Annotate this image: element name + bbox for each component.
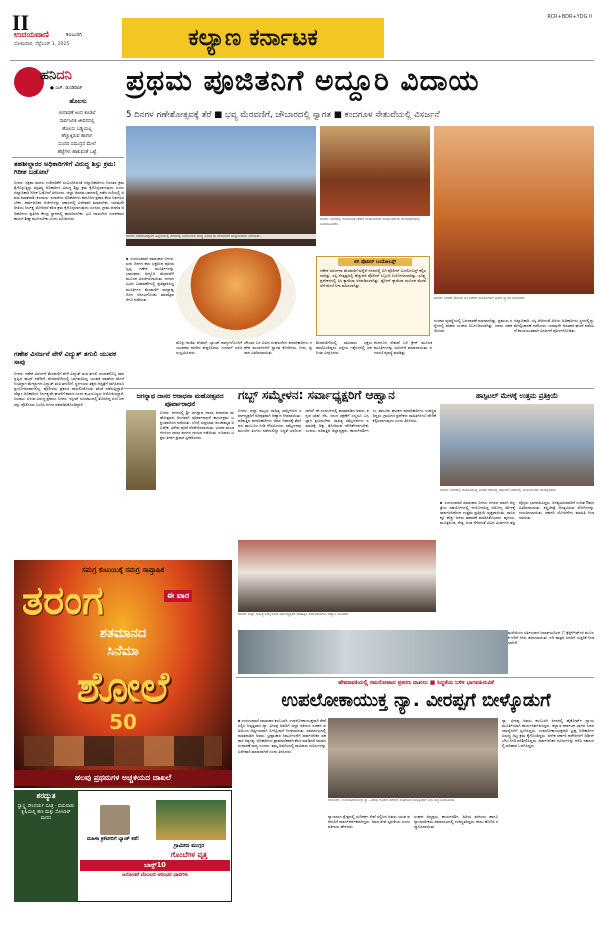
story-column: ಮೆರವಣಿಗೆಯಲ್ಲಿ ಸಾವಿರಾರು ಭಕ್ತರು ಪಾಲ್ಗೊಂಡಿದ್ದರು. ರಸ್ತೆಯ ಇಕ್ಕೆಲಗಳಲ್ಲಿ ಜನ ನಿಂತು ವೀಕ್ಷಿಸಿದರು. — [316, 340, 372, 356]
divider — [12, 157, 124, 158]
issue-date: ಸೋಮವಾರ, ಸೆಪ್ಟೆಂಬರ್ 1, 2025 — [14, 42, 70, 47]
hani-poem-heading: ಹೊಲಸು — [69, 98, 87, 105]
photo-caption: ಬೀದರ: ನಗರದಲ್ಲಿ ಸಾರ್ವಜನಿಕ ಗಣೇಶ ಮಹಾಮಂಡಳಿ ಕಾರ್ಯಕರ್ತರು ಮೆರವಣಿಗೆಯಲ್ಲಿ ಭಾಗವಹಿಸಿದರು. — [320, 217, 420, 226]
story-column: ಚೌಬಾರ ಬಳಿ ವಿವಿಧ ಸಂಘಟನೆಗಳ ಪದಾಧಿಕಾರಿಗಳು ಗಣೇಶ ಮಂಡಳಿಗಳಿಗೆ ಸ್ವಾಗತ ಕೋರಿದರು. ನೀರು, ಪ್ರಸಾದ ವಿತರಿಸಲಾಯಿತು. — [244, 340, 312, 356]
masthead-divider — [10, 60, 594, 61]
story-kicker: ಹೇಮಾವತಿಯಲ್ಲಿ ಸಮರೋಪಾದ ಪ್ರಕರಣ ದಾಖಲು ■ ಸಿದ್ಧತೆಯ ಬಳಿಕ ಭಾಗವಹಿಸುವಿಕೆ — [338, 680, 494, 686]
info-box-body: ಗಣೇಶ ವಿಸರ್ಜನಾ ಮೆರವಣಿಗೆ ಹಿನ್ನೆಲೆ ನಗರದಲ್ಲಿ ಬಿಗಿ ಪೊಲೀಸ್ ಬಂದೋಬಸ್ತ್ ಕಲ್ಪಿಸಲಾಗಿತ್ತು. ಎಸ್ಪಿ ನೇತೃತ್ವದಲ್ಲಿ ಹೆಚ್ಚುವರಿ ಪೊಲೀಸ್ ಸಿಬ್ಬಂದಿ ನಿಯೋಜಿಸಲಾಗಿತ್ತು. ಸೂಕ್ಷ್ಮ ಪ್ರದೇಶಗಳಲ್ಲಿ ಸಿಸಿ ಕ್ಯಾಮೆರಾ ಅಳವಡಿಸಲಾಗಿತ್ತು. ಡ್ರೋನ್ ಕ್ಯಾಮೆರಾ ಮೂಲಕ ಮೆರವಣಿಗೆ ಮೇಲೆ ನಿಗಾ ವಹಿಸಲಾಗಿತ್ತು. — [320, 268, 426, 289]
magazine-price: ಬಾಕ್ಸ್‌10 — [80, 860, 230, 871]
taranga-advertisement[interactable] — [14, 560, 232, 788]
paper-name: ಉದಯವಾಣಿ — [14, 30, 49, 39]
dam-caption-box: ಮಳೆಯಿಂದ ಭರ್ತಿಯಾದ ಜಲಾಶಯದಿಂದ 17 ಕ್ರೆಸ್ಟ್‌ಗೇಟ್‌ಗಳ ಮೂಲಕ ನದಿಗೆ ನೀರು ಹರಿಸಲಾಯಿತು. ನದಿ ಪಾತ್ರದ ಜನರಿಗೆ ಎಚ್ಚರಿಕೆ ನೀಡಲಾಗಿದೆ. — [508, 630, 594, 646]
story-column: ■ ಉದಯವಾಣಿ ಸಮಾಚಾರ ಬೀದರ: ಐದು ದಿನಗಳ ಕಾಲ ಭಕ್ತರಿಂದ ಪೂಜಿಸಲ್ಪಟ್ಟ ಗಣೇಶ ಮೂರ್ತಿಗಳನ್ನು ಭಾನುವಾರ ಅದ್ದೂರಿ ಮೆರವಣಿಗೆ ಮೂಲಕ ವಿಸರ್ಜಿಸಲಾಯಿತು. ನಗರದ ವಿವಿಧ ಬಡಾವಣೆಗಳಲ್ಲಿ ಪ್ರತಿಷ್ಠಾಪಿಸಿದ್ದ ಮೂರ್ತಿಗಳ ಮೆರವಣಿಗೆ ಮಧ್ಯಾಹ್ನದಿಂದ ಆರಂಭಗೊಂಡು ತಡರಾತ್ರಿವರೆಗೂ ನಡೆಯಿತು. — [126, 256, 174, 302]
ad-kicker: ಸಮಗ್ರ ಕುಟುಂಬಕ್ಕೆ ಸಮಗ್ರ ಸಾಪ್ತಾಹಿಕ — [81, 566, 165, 574]
ad-anniversary-number: 50 — [109, 710, 137, 734]
hani-dani-title — [40, 68, 72, 83]
story-headline[interactable]: ಉಪಲೋಕಾಯುಕ್ತ ನ್ಯಾ. ವೀರಪ್ಪಗೆ ಬೀಳ್ಕೊಡುಗೆ — [281, 690, 551, 711]
magazine-tagline: ಆಲೋಚನೆ ಬೆಂಬಲದ ಆರಂಭದ ಭಾವಗಳು — [121, 873, 189, 878]
story-headline[interactable]: ತಹಶೀಲ್ದಾರರ ಅಧಿಕಾರಿಗಳಿಗೆ ವಿರುದ್ಧ ಶಿಸ್ತು ಕ್ರಮ: ಗಿರೀಶ ಬಡೋಲೆ — [14, 160, 116, 176]
edition-city: ಕಲಬುರಗಿ — [66, 32, 82, 38]
story-body: ಬೀದರ: ಗಣೇಶ ವಿಸರ್ಜನೆ ಮೆರವಣಿಗೆ ವೇಳೆ ವಿದ್ಯುತ್ ತಂತಿ ತಗುಲಿ ಯುವಕನೊಬ್ಬ ಸಾವನ್ನಪ್ಪಿದ ಘಟನೆ ನಡೆದಿದೆ. ಮೆರವಣಿಗೆಯಲ್ಲಿ ಭಾಗವಹಿಸಿದ್ದ ಯುವಕ ವಾಹನದ ಮೇಲೆ ನಿಂತಿದ್ದಾಗ ಮೇಲ್ಭಾಗದ ವಿದ್ಯುತ್ ತಂತಿ ತಗುಲಿದೆ. ಸ್ಥಳೀಯರು ತಕ್ಷಣ ಆಸ್ಪತ್ರೆಗೆ ಸಾಗಿಸಿದರೂ ಪ್ರಯೋಜನವಾಗಲಿಲ್ಲ. ಪೊಲೀಸರು ಪ್ರಕರಣ ದಾಖಲಿಸಿಕೊಂಡು ತನಿಖೆ ನಡೆಸುತ್ತಿದ್ದಾರೆ. ಜೆಸ್ಕಾಂ ಅಧಿಕಾರಿಗಳ ನಿರ್ಲಕ್ಷ್ಯವೇ ಘಟನೆಗೆ ಕಾರಣ ಎಂದು ಕುಟುಂಬಸ್ಥರು ಆರೋಪಿಸಿದ್ದಾರೆ. ಜುಜಾಟ: ಏಳುವ ವಿರುದ್ಧ ಪ್ರಕರಣ. ಬೀದರ: ಇಸ್ಪೀಟ್ ಜೂಜಾಟದಲ್ಲಿ ತೊಡಗಿದ್ದ ಏಳು ಜನರನ್ನು ಪೊಲೀಸರು ಬಂಧಿಸಿ ನಗದು ವಶಪಡಿಸಿಕೊಂಡಿದ್ದಾರೆ. — [14, 371, 124, 407]
page-number: II — [12, 10, 30, 35]
devotees-photo — [320, 126, 430, 216]
jagannath-dasa-photo — [126, 410, 156, 490]
idol-cutout-photo — [176, 248, 296, 340]
poem-line: ಚುನಾವಣೆ ಅಂದ ಕೂಡಲೆ — [58, 111, 96, 116]
section-title-banner — [122, 18, 384, 58]
story-column: ಡೊಳ್ಳು ಕುಣಿತ, ಲೆಜಿಮ್, ಬ್ಯಾಂಡ್ ವಾದ್ಯಗಳೊಂದಿಗೆ ಯುವಕರು ಕುಣಿದು ಕುಪ್ಪಳಿಸಿದರು. ಗುಲಾಲ್ ಎರಚಿ ಸಂಭ್ರಮಿಸಿದರು. — [176, 340, 242, 356]
procession-photo — [126, 126, 316, 246]
poem-line: ಸಾರ್ವಜನಿಕ ಜೀವನದಲ್ಲಿ — [59, 118, 95, 124]
photo-caption: ಬೀದರ: ಜಿಲ್ಲಾ ಸಾಹಿತ್ಯ ಸಮ್ಮೇಳನದ ಸರ್ವಾಧ್ಯಕ್ಷರಿಗೆ ಪರಿಷತ್ತಿನ ಪದಾಧಿಕಾರಿಗಳು ಆಹ್ವಾನ ನೀಡಿದರು. — [238, 612, 350, 616]
poem-line: ಹೊಲಸು ಬಡ್ಡಿಯಲ್ಲ — [62, 126, 92, 132]
photo-caption: ಬೀದರ: ನಗರದ ಚೌಬಾರ ಬಳಿ ಗಣೇಶ ಮೂರ್ತಿಗಳಿಗೆ ಭಕ್ತರು ಸ್ವಾಗತ ಕೋರಿದರು. — [434, 296, 526, 300]
ad-brand-logo: ತರಂಗ — [22, 578, 104, 624]
ad-line: ಶತಮಾನದ — [99, 626, 147, 641]
hani-title-a: ಹನಿ — [40, 68, 57, 83]
divider — [236, 677, 594, 678]
story-body: ಬೀದರ: ನಗರದಲ್ಲಿ ಶ್ರೀ ಜಗನ್ನಾಥ ದಾಸರ ಆರಾಧನಾ ಮಹೋತ್ಸವದ ಅಂಗವಾಗಿ ಪೂರ್ವಾರಾಧನೆ ಕಾರ್ಯಕ್ರಮ ಭಕ್ತಿಭಾವದಿಂದ ನಡೆಯಿತು. ಬೆಳಗ್ಗೆ ಸುಪ್ರಭಾತ, ಪಂಚಾಮೃತ ಅಭಿಷೇಕ, ವಿಶೇಷ ಪೂಜೆ ನೆರವೇರಿಸಲಾಯಿತು. ಭಜನಾ ಮಂಡಳಿಗಳಿಂದ ದಾಸರ ಪದಗಳ ಗಾಯನ ನಡೆಯಿತು. ನೂರಾರು ಭಕ್ತರು ತೀರ್ಥ ಪ್ರಸಾದ ಸ್ವೀಕರಿಸಿದರು. — [160, 410, 234, 441]
magazine-topic: ಮಹಿಳಾ ಕ್ರಿಕೆಟಿಗರಿಗೆ ಬ್ಯಾಂಕ್ ಕಡೆ! — [86, 837, 140, 842]
story-body: ■ ಉದಯವಾಣಿ ಸಮಾಚಾರ ಬೀದರ: ನಗರದ ಖಾಸಗಿ ಆಸ್ಪತ್ರೆಯ ಸಹಯೋಗದಲ್ಲಿ ಆಯೋಜಿಸಿದ್ದ ಆರೋಗ್ಯ ಮೇಳಕ್ಕೆ ಸಾರ್ವಜನಿಕರಿಂದ ಉತ್ತಮ ಪ್ರತಿಕ್ರಿಯೆ ವ್ಯಕ್ತವಾಯಿತು. ಸಾವಿರಕ್ಕೂ ಹೆಚ್ಚು ಜನರು ತಪಾಸಣೆ ಮಾಡಿಸಿಕೊಂಡರು. ಹೃದಯ, ಮೂತ್ರಪಿಂಡ, ನೇತ್ರ, ದಂತ ಸೇರಿದಂತೆ ವಿವಿಧ ವಿಭಾಗಗಳ ತಜ್ಞ ವೈದ್ಯರು ಭಾಗವಹಿಸಿದ್ದರು. ಅಗತ್ಯವಿರುವವರಿಗೆ ಉಚಿತ ಔಷಧ ವಿತರಿಸಲಾಯಿತು. ಶಸ್ತ್ರಚಿಕಿತ್ಸೆ ಅಗತ್ಯವಿರುವ ರೋಗಿಗಳನ್ನು ಗುರುತಿಸಲಾಯಿತು. ಸರ್ಕಾರಿ ಯೋಜನೆಗಳ ಮಾಹಿತಿ ನೀಡಲಾಯಿತು. — [440, 500, 594, 526]
ad-actors-image — [24, 736, 222, 766]
hani-title-b: ದನಿ — [56, 68, 72, 83]
ad-line: ಸಿನೆಮಾ — [107, 644, 139, 659]
story-column: ಕಂದಗೂಳ ಸೇತುವೆ ಬಳಿ ಕ್ರೇನ್ ಮೂಲಕ ಮೂರ್ತಿಗಳನ್ನು ವಿಸರ್ಜನೆ ಮಾಡಲಾಯಿತು. ನಗರಸಭೆ ವ್ಯವಸ್ಥೆ ಮಾಡಿತ್ತು. — [374, 340, 432, 356]
section-title: ಕಲ್ಯಾಣ ಕರ್ನಾಟಕ — [188, 25, 318, 51]
ad-brand-tag: ಈ ವಾರ — [164, 590, 192, 602]
puppets-thumbnail — [156, 800, 226, 840]
ad-ribbon: ಹಲವು ಪ್ರಥಮಗಳ ಅಚ್ಚಳಿಯದ ದಾಖಲೆ — [14, 770, 232, 786]
lead-headline[interactable]: ಪ್ರಥಮ ಪೂಜಿತನಿಗೆ ಅದ್ದೂರಿ ವಿದಾಯ — [126, 64, 480, 97]
dam-water-photo — [238, 630, 508, 674]
hani-author: ● ಎಚ್. ಡುಂಡಿರಾಜ್ — [50, 86, 83, 91]
health-camp-photo — [440, 404, 594, 486]
hani-poem — [28, 110, 126, 157]
poem-line: ಹೆಚ್ಚುತ್ತಿರುವ ಹಾಗಾಗ — [61, 134, 93, 140]
story-headline[interactable]: ಹಾಸ್ಪಿಟಲ್ ಮೇಳಕ್ಕೆ ಉತ್ತಮ ಪ್ರತಿಕ್ರಿಯೆ — [476, 392, 558, 400]
story-column: ■ ಉದಯವಾಣಿ ಸಮಾಚಾರ ಕಲಬುರಗಿ: ಉಪಲೋಕಾಯುಕ್ತರಾಗಿ ಸೇವೆ ಸಲ್ಲಿಸಿ ನಿವೃತ್ತರಾದ ನ್ಯಾ. ವೀರಪ್ಪ ಅವರಿಗೆ ಜಿಲ್ಲಾ ವಕೀಲರ ಸಂಘದ ವತಿಯಿಂದ ಆತ್ಮೀಯವಾಗಿ ಬೀಳ್ಕೊಡುಗೆ ನೀಡಲಾಯಿತು. ಸಮಾರಂಭದಲ್ಲಿ ಮಾತನಾಡಿದ ಅವರು, ಭ್ರಷ್ಟಾಚಾರ ನಿರ್ಮೂಲನೆಗೆ ಸಾರ್ವಜನಿಕರ ಸಹಕಾರ ಅತ್ಯಗತ್ಯ. ಅಧಿಕಾರಿಗಳು ಪ್ರಾಮಾಣಿಕವಾಗಿ ಕೆಲಸ ಮಾಡಿದರೆ ಸಮಾಜ ಸುಧಾರಣೆ ಸಾಧ್ಯ ಎಂದರು. ತಮ್ಮ ಅವಧಿಯಲ್ಲಿ ಸಾವಿರಾರು ದೂರುಗಳನ್ನು ವಿಲೇವಾರಿ ಮಾಡಲಾಗಿದೆ ಎಂದು ತಿಳಿಸಿದರು. — [238, 718, 326, 754]
magazine-section-text: ಸ್ವಾಸ್ಥ್ಯ ಸೌಂದರ್ಯ ಸೂತ್ರ · ವಯನಾಡು ಕೃಷಿಯಲ್ಲಿ ಹಣ ಮತ್ತು ಸೋಲಾರ್ ಮದದ — [17, 804, 75, 821]
photo-caption: ಬೀದರ: ನಗರದಲ್ಲಿ ಆಯೋಜಿಸಿದ್ದ ಉಚಿತ ಆರೋಗ್ಯ ತಪಾಸಣೆ ಶಿಬಿರದಲ್ಲಿ ಸಾರ್ವಜನಿಕರು ಪಾಲ್ಗೊಂಡರು. — [440, 488, 557, 492]
magazine-section-tag: ಶರದ್ಯುತ — [36, 792, 56, 800]
story-body: ಬೀದರ: ಜಿಲ್ಲಾ ಮಟ್ಟದ ಸಾಹಿತ್ಯ ಸಮ್ಮೇಳನದ ಸರ್ವಾಧ್ಯಕ್ಷರಿಗೆ ಅಧಿಕೃತವಾಗಿ ಆಹ್ವಾನ ನೀಡಲಾಯಿತು. ಪರಿಷತ್ತಿನ ಪದಾಧಿಕಾರಿಗಳು ಅವರ ನಿವಾಸಕ್ಕೆ ತೆರಳಿ ಫಲ ತಾಂಬೂಲ ನೀಡಿ ಗೌರವಿಸಿದರು. ಸಮ್ಮೇಳನವು ಮುಂದಿನ ತಿಂಗಳು ನಡೆಯಲಿದ್ದು ಸಿದ್ಧತೆ ಭರದಿಂದ ಸಾಗಿದೆ. ಈ ಸಂದರ್ಭದಲ್ಲಿ ಮಾತನಾಡಿದ ಅವರು, ಕನ್ನಡ ಭಾಷೆ, ನೆಲ, ಜಲದ ರಕ್ಷಣೆಗೆ ಎಲ್ಲರೂ ಒಗ್ಗಟ್ಟಾಗಿ ಶ್ರಮಿಸಬೇಕು. ಸಾಹಿತ್ಯ ಸಮ್ಮೇಳನಗಳು ಸಮಾಜಕ್ಕೆ ದಿಕ್ಕು ತೋರಿಸುವ ವೇದಿಕೆಗಳಾಗಬೇಕು ಎಂದರು. ಪರಿಷತ್ತಿನ ಜಿಲ್ಲಾಧ್ಯಕ್ಷರು, ಕಾರ್ಯದರ್ಶಿಗಳು, ತಾಲೂಕು ಘಟಕದ ಪದಾಧಿಕಾರಿಗಳು ಉಪಸ್ಥಿತರಿದ್ದರು. ಗ್ರಾಮೀಣ ಪ್ರದೇಶದ ಸಾಹಿತಿಗಳಿಗೂ ವೇದಿಕೆ ಕಲ್ಪಿಸಲಾಗುವುದು ಎಂದು ತಿಳಿಸಿದರು. — [238, 408, 436, 434]
photo-caption: ಬೀದರ: ಗಣೇಶೋತ್ಸವದ ಹಿನ್ನೆಲೆಯಲ್ಲಿ ನಗರದಲ್ಲಿ ಜನಜಂಗುಳಿ ಮಧ್ಯೆ ವಿಸರ್ಜನಾ ಮೆರವಣಿಗೆ ಅದ್ದೂರಿಯಾಗಿ ನಡೆಯಿತು. — [126, 234, 316, 239]
photo-caption: ಕಲಬುರಗಿ: ಉಪಲೋಕಾಯುಕ್ತ ನ್ಯಾ. ವೀರಪ್ಪ ಅವರಿಗೆ ವಕೀಲರ ಸಂಘದಿಂದ ಬೀಳ್ಕೊಡುಗೆ ನೀಡಿ ಸನ್ಮಾನಿಸಲಾಯಿತು. — [328, 798, 456, 802]
story-column: ಜಿಲ್ಲಾಧಿಕಾರಿ, ಎಸ್ಪಿ ಸೇರಿದಂತೆ ಹಿರಿಯ ಅಧಿಕಾರಿಗಳು ಸ್ಥಳದಲ್ಲಿದ್ದು ಮೇಲ್ವಿಚಾರಣೆ ನಡೆಸಿದರು. ಯಾವುದೇ ಅಹಿತಕರ ಘಟನೆ ನಡೆಯದೆ ಶಾಂತಿಯುತವಾಗಿ ವಿಸರ್ಜನೆ ಪೂರ್ಣಗೊಂಡಿತು. — [514, 318, 594, 334]
magazine-topic: ಗ್ರಾಮೀಣ ಮುಗ್ಗರ — [173, 843, 205, 849]
cricketer-thumbnail — [100, 805, 130, 835]
story-headline[interactable]: ಜಗನ್ನಾಥ ದಾಸರ ಆರಾಧನಾ ಮಹೋತ್ಸವದ ಪೂರ್ವಾರಾಧನೆ — [136, 392, 224, 408]
story-column: ಸಂಚಾರ ವ್ಯವಸ್ಥೆಯಲ್ಲಿ ಬದಲಾವಣೆ ಮಾಡಲಾಗಿತ್ತು. ಪ್ರಮುಖ ರಸ್ತೆಗಳಲ್ಲಿ ವಾಹನ ಸಂಚಾರ ನಿರ್ಬಂಧಿಸಲಾಗಿತ್ತು. ಜನರು ಸಹಕರಿಸಿದರು. — [434, 318, 512, 334]
story-column: ನ್ಯಾಯಾಂಗ ಕ್ಷೇತ್ರದಲ್ಲಿ ಸುದೀರ್ಘ ಸೇವೆ ಸಲ್ಲಿಸಿದ ಅವರು ಯುವ ವಕೀಲರಿಗೆ ಮಾರ್ಗದರ್ಶಕರಾಗಿದ್ದರು. ಅವರ ಸೇವೆ ಸ್ಮರಣೀಯ ಎಂದು ವಕೀಲರು ಹೇಳಿದರು. — [328, 814, 410, 830]
story-headline[interactable]: ಗಣೇಶ ವಿಸರ್ಜನೆ ವೇಳೆ ವಿದ್ಯುತ್ ತಗುಲಿ ಯುವಕ ಸಾವು — [14, 350, 116, 366]
info-box-heading: ಬಿಗಿ ಪೊಲೀಸ್ ಬಂದೋಬಸ್ತ್ — [338, 258, 412, 266]
ad-title: ಶೋಲೆ — [76, 662, 170, 711]
farewell-photo — [328, 718, 498, 798]
story-headline[interactable]: ಗಬ್ಬ್ ಸಮ್ಮೇಳನ: ಸರ್ವಾಧ್ಯಕ್ಷರಿಗೆ ಆಹ್ವಾನ — [238, 388, 395, 402]
edition-code: RCR+BDR+YDG II — [547, 14, 592, 20]
poem-line: ಸುಂದರ ಸಮುದ್ರದ ಮೇಲೆ — [58, 142, 96, 148]
lead-subhead: 5 ದಿನಗಳ ಗಣೇಶೋತ್ಸವಕ್ಕೆ ತೆರೆ ■ ಭವ್ಯ ಮೆರವಣಿಗೆ, ಚೌಬಾರದಲ್ಲಿ ಸ್ವಾಗತ ■ ಕಂದಗೂಳ ಸೇತುವೆಯಲ್ಲಿ ವಿಸರ್ಜನೆ — [126, 110, 440, 120]
story-column: ಸಂಘದ ಅಧ್ಯಕ್ಷರು, ಕಾರ್ಯದರ್ಶಿ, ಹಿರಿಯ ವಕೀಲರು ಹಾಗೂ ನ್ಯಾಯಾಧೀಶರು ಸಮಾರಂಭದಲ್ಲಿ ಉಪಸ್ಥಿತರಿದ್ದರು. ಶಾಲು ಹೊದಿಸಿ ಸನ್ಮಾನಿಸಲಾಯಿತು. — [414, 814, 498, 830]
magazine-topic: ಗೊಂಬೆಗಳ ವೃತ್ತ — [170, 851, 208, 859]
poem-line: ಹೆಜ್ಜೆಗಳು ಹಾಕುವಂತೆ ಒಟ್ಟೆ — [57, 149, 97, 155]
ganesha-idol-photo — [434, 126, 594, 294]
invitation-group-photo — [238, 540, 436, 612]
story-column: ನ್ಯಾ. ವೀರಪ್ಪ ಅವರು ಕಲಬುರಗಿ ಪೀಠದಲ್ಲಿ ಹೈಕೋರ್ಟ್ ನ್ಯಾಯಮೂರ್ತಿಯಾಗಿ ಕಾರ್ಯನಿರ್ವಹಿಸಿದ್ದರು. ಕಲ್ಯಾಣ ಕರ್ನಾಟಕ ಭಾಗದ ಜನರ ಸಮಸ್ಯೆಗಳಿಗೆ ಸ್ಪಂದಿಸಿದ್ದರು. ಉಪಲೋಕಾಯುಕ್ತರಾಗಿ ಭ್ರಷ್ಟ ಅಧಿಕಾರಿಗಳ ವಿರುದ್ಧ ದಿಟ್ಟ ಕ್ರಮ ಕೈಗೊಂಡಿದ್ದರು. ಅನೇಕ ಸರ್ಕಾರಿ ಕಚೇರಿಗಳಿಗೆ ದಿಢೀರ್ ಭೇಟಿ ನೀಡಿ ಪರಿಶೀಲಿಸಿದ್ದರು. ಸಾರ್ವಜನಿಕರ ದೂರುಗಳನ್ನು ಆಲಿಸಿ ಸಕಾಲದಲ್ಲಿ ಪರಿಹಾರ ಒದಗಿಸಿದ್ದರು. — [502, 718, 594, 749]
story-body: ಬೀದರ: ಅಕ್ರಮ ಮರಳು ಗಣಿಗಾರಿಕೆಗೆ ಸಂಬಂಧಿಸಿದಂತೆ ಜಿಲ್ಲಾಧಿಕಾರಿಗಳು ನಿರಂತರ ಕ್ರಮ ಕೈಗೊಳ್ಳುತ್ತಿದ್ದು ತಪ್ಪಿತಸ್ಥ ಅಧಿಕಾರಿಗಳ ವಿರುದ್ಧ ಶಿಸ್ತು ಕ್ರಮ ಕೈಗೊಳ್ಳಲಾಗುವುದು ಎಂದು ಜಿಲ್ಲಾಧಿಕಾರಿ ಗಿರೀಶ ಬಡೋಲೆ ತಿಳಿಸಿದರು. ಜಿಲ್ಲಾ ಆಡಳಿತ ಭವನದಲ್ಲಿ ನಡೆದ ಸಭೆಯಲ್ಲಿ ಅವರು ಮಾತನಾಡಿ, ಕಂದಾಯ ಇಲಾಖೆಯ ಅಧಿಕಾರಿಗಳು ಕಾನೂನಿನ ಪ್ರಕಾರ ಕೆಲಸ ನಿರ್ವಹಿಸಬೇಕು. ಸಾರ್ವಜನಿಕರ ಅರ್ಜಿಗಳನ್ನು ಸಕಾಲದಲ್ಲಿ ವಿಲೇವಾರಿ ಮಾಡಬೇಕು. ಯಾವುದೇ ರೀತಿಯ ನಿರ್ಲಕ್ಷ್ಯ ತೋರಿದರೆ ಕಠಿಣ ಕ್ರಮ ಕೈಗೊಳ್ಳಲಾಗುವುದು ಎಂದರು. ಗ್ರಾಮ ಆಡಳಿತ ಅಧಿಕಾರಿಗಳು ಪ್ರತಿದಿನ ಕೇಂದ್ರ ಸ್ಥಾನದಲ್ಲಿ ಹಾಜರಿರಬೇಕು. ಭೂ ದಾಖಲೆಗಳ ಗಣಕೀಕರಣ ಕಾರ್ಯ ಶೀಘ್ರ ಮುಗಿಸಬೇಕು ಎಂದು ಸೂಚಿಸಿದರು. — [14, 180, 124, 221]
